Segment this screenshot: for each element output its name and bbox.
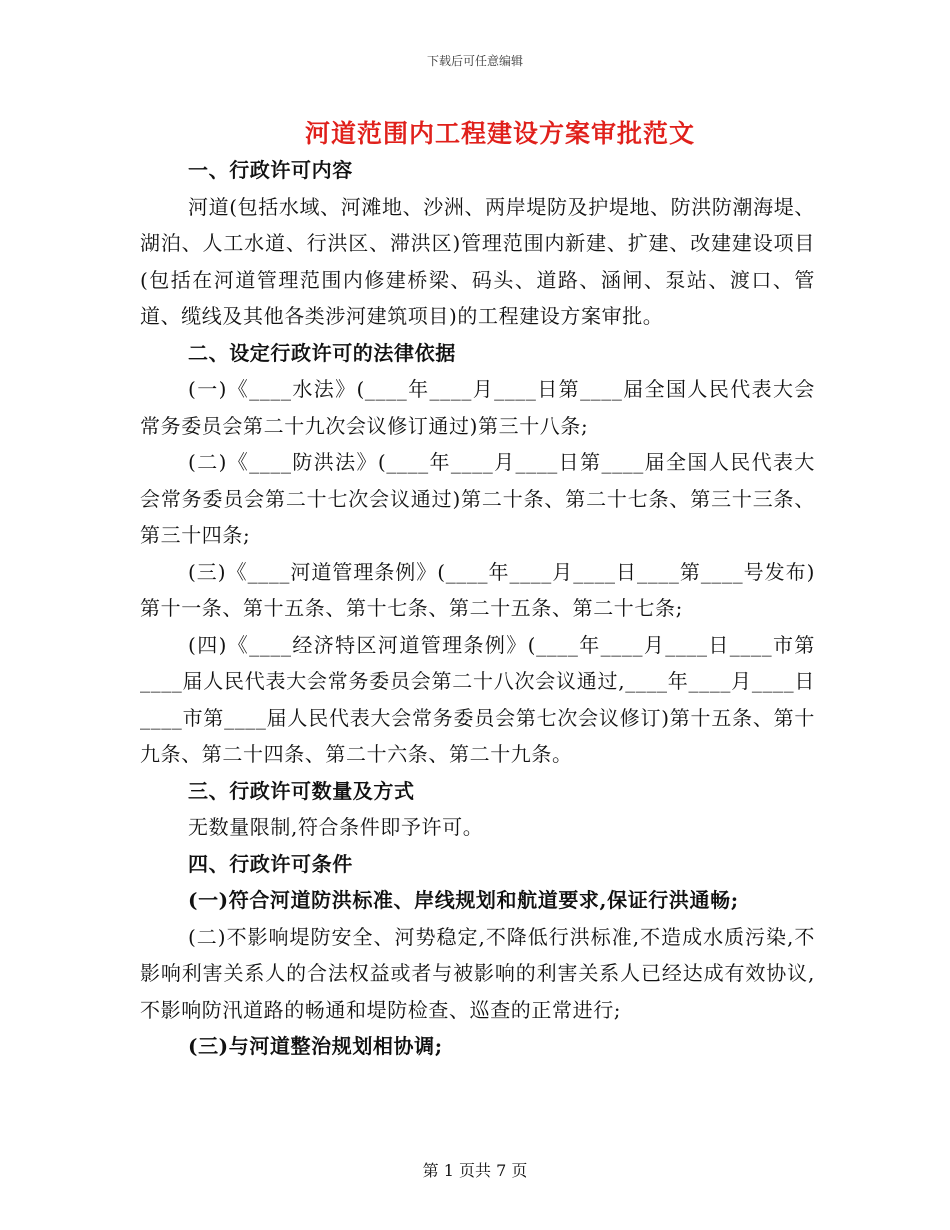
body-paragraph: (二)不影响堤防安全、河势稳定,不降低行洪标准,不造成水质污染,不影响利害关系人的合法权益或者与被影响的利害关系人已经达成有效协议,不影响防汛道路的畅通和堤防检查、巡查的正常进行; (140, 924, 815, 1022)
body-paragraph: (一)《____水法》(____年____月____日第____届全国人民代表大会常务委员会第二十九次会议修订通过)第三十八条; (140, 377, 815, 438)
body-paragraph: (四)《____经济特区河道管理条例》(____年____月____日____市第____届人民代表大会常务委员会第二十八次会议通过,____年____月____日____市第____届人民代表大会常务委员会第七次会议修订)第十五条、第十九条、第二十四条、第二十六条、第二十九条。 (140, 632, 815, 766)
section-heading: 四、行政许可条件 (188, 851, 353, 876)
section-heading: (一)符合河道防洪标准、岸线规划和航道要求,保证行洪通畅; (188, 888, 739, 912)
page-footer: 第 1 页共 7 页 (422, 1161, 528, 1180)
page-header-note: 下载后可任意编辑 (426, 54, 523, 68)
body-paragraph: 无数量限制,符合条件即予许可。 (188, 815, 484, 839)
section-heading: 三、行政许可数量及方式 (188, 778, 415, 803)
section-heading: (三)与河道整治规划相协调; (188, 1034, 443, 1058)
document-body (140, 152, 815, 1065)
body-paragraph: (二)《____防洪法》(____年____月____日第____届全国人民代表大会常务委员会第二十七次会议通过)第二十条、第二十七条、第三十三条、第三十四条; (140, 450, 815, 547)
section-heading: 二、设定行政许可的法律依据 (188, 340, 456, 365)
body-paragraph: 河道(包括水域、河滩地、沙洲、两岸堤防及护堤地、防洪防潮海堤、湖泊、人工水道、行洪区、滞洪区)管理范围内新建、扩建、改建建设项目(包括在河道管理范围内修建桥梁、码头、道路、涵闸、泵站、渡口、管道、缆线及其他各类涉河建筑项目)的工程建设方案审批。 (140, 194, 815, 328)
body-paragraph: (三)《____河道管理条例》(____年____月____日____第____号发布)第十一条、第十五条、第十七条、第二十五条、第二十七条; (140, 559, 815, 620)
document-title: 河道范围内工程建设方案审批范文 (304, 119, 695, 148)
section-heading: 一、行政许可内容 (188, 158, 353, 182)
